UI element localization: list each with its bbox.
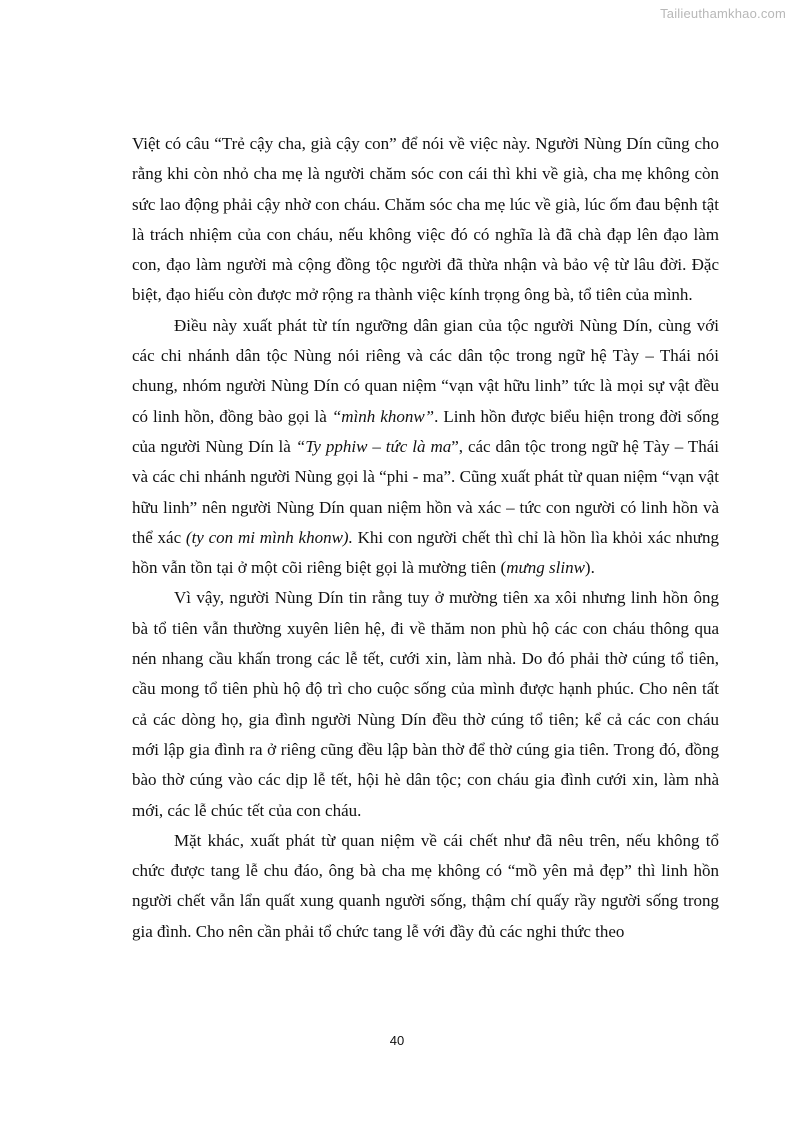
italic-text: mưng slinw bbox=[506, 558, 585, 578]
text-run: Điều này xuất phát từ tín ngưỡng dân gian của tộc người Nùng Dín, cùng với các chi nhánh dân tộc Nùng nói riêng và các dân tộc trong ngữ hệ Tày – Thái nói chung, nhóm người Nùng Dín có quan niệm “vạn vật hữu linh” tức là mọi sự vật đều có linh hồn, đồng bào gọi là bbox=[132, 315, 719, 426]
text-run: Việt có câu “Trẻ cậy cha, già cậy con” để nói về việc này. Người Nùng Dín cũng cho rằng khi còn nhỏ cha mẹ là người chăm sóc con cái thì khi về già, cha mẹ không còn sức lao động phải cậy nhờ con cháu. Chăm sóc cha mẹ lúc về già, lúc ốm đau bệnh tật là trách nhiệm của con cháu, nếu không việc đó có nghĩa là đã chà đạp lên đạo làm con, đạo làm người mà cộng đồng tộc người đã thừa nhận và bảo vệ từ lâu đời. Đặc biệt, đạo hiếu còn được mở rộng ra thành việc kính trọng ông bà, tổ tiên của mình. bbox=[132, 134, 719, 305]
page-number: 40 bbox=[389, 1033, 405, 1048]
text-run: Khi con người chết thì chỉ là hồn lìa khỏi xác nhưng hồn vẫn tồn tại ở một cõi riêng biệt gọi là mường tiên ( bbox=[132, 527, 719, 578]
italic-text: “Ty pphiw – tức là ma bbox=[295, 436, 452, 456]
italic-text: “mình khonw” bbox=[331, 406, 435, 426]
paragraph bbox=[132, 826, 719, 947]
text-run: Vì vậy, người Nùng Dín tin rằng tuy ở mường tiên xa xôi nhưng linh hồn ông bà tổ tiên vẫn thường xuyên liên hệ, đi về thăm non phù hộ các con cháu thông qua nén nhang cầu khấn trong các lễ tết, cưới xin, làm nhà. Do đó phải thờ cúng tổ tiên, cầu mong tổ tiên phù hộ độ trì cho cuộc sống của mình được hạnh phúc. Cho nên tất cả các dòng họ, gia đình người Nùng Dín đều thờ cúng tổ tiên; kể cả các con cháu mới lập gia đình ra ở riêng cũng đều lập bàn thờ để thờ cúng gia tiên. Trong đó, đồng bào thờ cúng vào các dịp lễ tết, hội hè dân tộc; con cháu gia đình cưới xin, làm nhà mới, các lễ chúc tết của con cháu. bbox=[132, 588, 719, 820]
text-run: ). bbox=[584, 558, 595, 578]
text-run: . Linh hồn được biểu hiện trong đời sống của người Nùng Dín là bbox=[132, 406, 720, 456]
paragraph bbox=[132, 129, 719, 311]
paragraph bbox=[132, 583, 719, 825]
paragraph bbox=[132, 311, 719, 584]
document-body bbox=[132, 129, 719, 947]
italic-text: (ty con mi mình khonw). bbox=[185, 527, 353, 547]
watermark: Tailieuthamkhao.com bbox=[660, 6, 786, 21]
text-run: Mặt khác, xuất phát từ quan niệm về cái chết như đã nêu trên, nếu không tổ chức được tang lễ chu đáo, ông bà cha mẹ không có “mồ yên mả đẹp” thì linh hồn người chết vẫn lẩn quất xung quanh người sống, thậm chí quấy rầy người sống trong gia đình. Cho nên cần phải tổ chức tang lễ với đầy đủ các nghi thức theo bbox=[132, 830, 719, 941]
text-run: ”, các dân tộc trong ngữ hệ Tày – Thái và các chi nhánh người Nùng gọi là “phi - ma”. Cũng xuất phát từ quan niệm “vạn vật hữu linh” nên người Nùng Dín quan niệm hồn và xác – tức con người có linh hồn và thể xác bbox=[132, 436, 720, 547]
